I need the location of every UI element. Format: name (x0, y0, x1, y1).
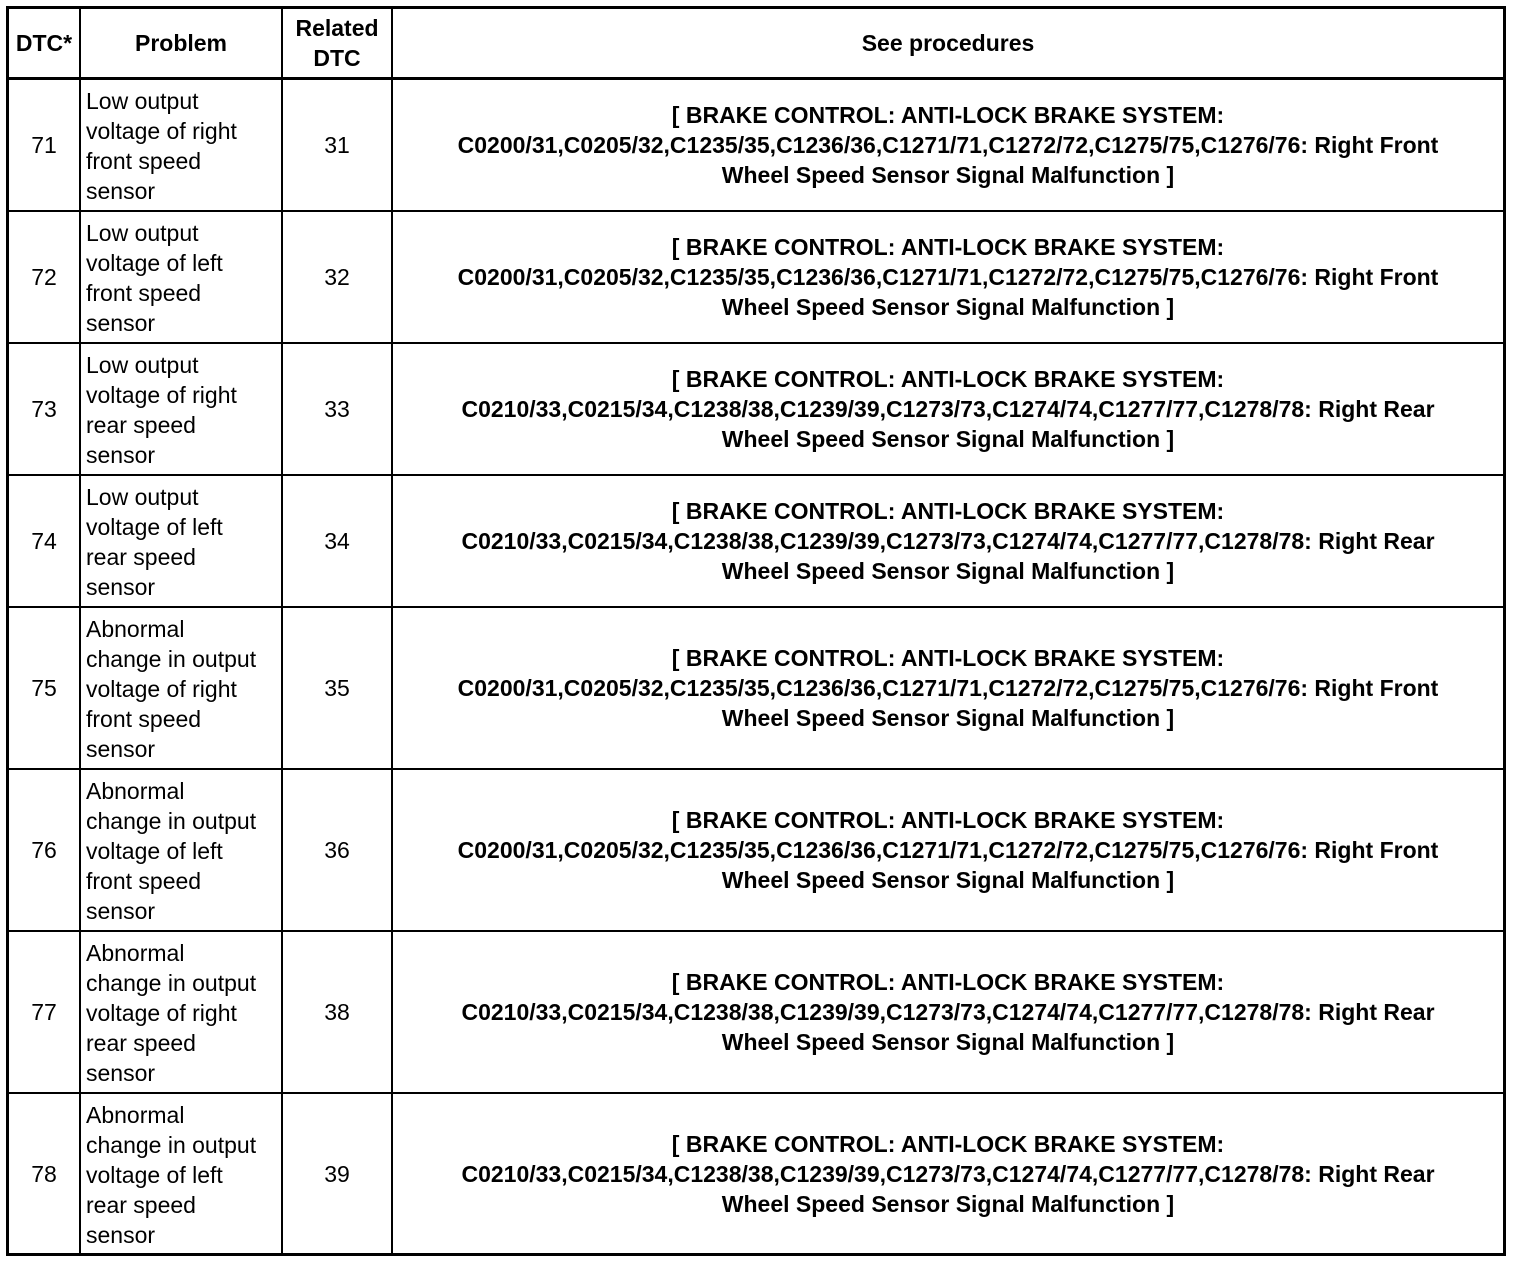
procedure-line-1: [ BRAKE CONTROL: ANTI-LOCK BRAKE SYSTEM: (671, 497, 1225, 524)
problem-cell: Low output voltage of left rear speed sensor (80, 475, 282, 607)
dtc-code-cell: 75 (9, 607, 80, 769)
dtc-code-cell: 74 (9, 475, 80, 607)
problem-cell: Abnormal change in output voltage of right rear speed sensor (80, 931, 282, 1093)
table-header-row (9, 9, 1503, 79)
problem-cell: Abnormal change in output voltage of left rear speed sensor (80, 1093, 282, 1255)
dtc-table (9, 9, 1503, 1255)
dtc-code-cell: 71 (9, 79, 80, 211)
problem-cell: Low output voltage of right rear speed sensor (80, 343, 282, 475)
procedure-line-2: C0200/31,C0205/32,C1235/35,C1236/36,C1271/71,C1272/72,C1275/75,C1276/76: Right Front (457, 836, 1439, 863)
related-dtc-cell: 33 (282, 343, 392, 475)
table-row (9, 607, 1503, 769)
table-row (9, 931, 1503, 1093)
procedure-line-1: [ BRAKE CONTROL: ANTI-LOCK BRAKE SYSTEM: (671, 101, 1225, 128)
procedure-line-3: Wheel Speed Sensor Signal Malfunction ] (721, 425, 1175, 452)
procedure-line-1: [ BRAKE CONTROL: ANTI-LOCK BRAKE SYSTEM: (671, 1131, 1225, 1157)
procedure-line-3: Wheel Speed Sensor Signal Malfunction ] (721, 557, 1175, 584)
problem-cell: Low output voltage of left front speed sensor (80, 211, 282, 343)
procedure-line-1: [ BRAKE CONTROL: ANTI-LOCK BRAKE SYSTEM: (671, 806, 1225, 833)
related-dtc-cell: 38 (282, 931, 392, 1093)
table-row (9, 769, 1503, 931)
table-row (9, 343, 1503, 475)
dtc-code-cell: 73 (9, 343, 80, 475)
problem-cell: Low output voltage of right front speed sensor (80, 79, 282, 211)
procedure-line-3: Wheel Speed Sensor Signal Malfunction ] (721, 866, 1175, 893)
table-row (9, 211, 1503, 343)
procedure-line-3: Wheel Speed Sensor Signal Malfunction ] (721, 293, 1175, 320)
procedure-link-cell[interactable] (392, 1093, 1503, 1255)
procedure-link-cell[interactable] (392, 79, 1503, 211)
header-dtc: DTC* (9, 9, 80, 79)
procedure-link-cell[interactable] (392, 475, 1503, 607)
dtc-code-cell: 72 (9, 211, 80, 343)
problem-cell: Abnormal change in output voltage of left front speed sensor (80, 769, 282, 931)
procedure-line-3: Wheel Speed Sensor Signal Malfunction ] (721, 1191, 1175, 1217)
procedure-line-2: C0210/33,C0215/34,C1238/38,C1239/39,C1273/73,C1274/74,C1277/77,C1278/78: Right Rear (461, 998, 1435, 1025)
header-see-procedures: See procedures (392, 9, 1503, 79)
related-dtc-cell: 31 (282, 79, 392, 211)
dtc-code-cell: 76 (9, 769, 80, 931)
procedure-link-cell[interactable] (392, 607, 1503, 769)
procedure-link-cell[interactable] (392, 343, 1503, 475)
procedure-line-2: C0210/33,C0215/34,C1238/38,C1239/39,C1273/73,C1274/74,C1277/77,C1278/78: Right Rear (461, 395, 1435, 422)
related-dtc-cell: 36 (282, 769, 392, 931)
related-dtc-cell: 39 (282, 1093, 392, 1255)
header-problem: Problem (80, 9, 282, 79)
table-row (9, 1093, 1503, 1255)
procedure-line-3: Wheel Speed Sensor Signal Malfunction ] (721, 161, 1175, 188)
related-dtc-cell: 35 (282, 607, 392, 769)
procedure-line-2: C0200/31,C0205/32,C1235/35,C1236/36,C1271/71,C1272/72,C1275/75,C1276/76: Right Front (457, 674, 1439, 701)
procedure-line-1: [ BRAKE CONTROL: ANTI-LOCK BRAKE SYSTEM: (671, 644, 1225, 671)
procedure-line-1: [ BRAKE CONTROL: ANTI-LOCK BRAKE SYSTEM: (671, 365, 1225, 392)
related-dtc-cell: 34 (282, 475, 392, 607)
dtc-code-cell: 77 (9, 931, 80, 1093)
dtc-table-frame (6, 6, 1506, 1256)
procedure-line-2: C0200/31,C0205/32,C1235/35,C1236/36,C1271/71,C1272/72,C1275/75,C1276/76: Right Front (457, 263, 1439, 290)
table-row (9, 475, 1503, 607)
procedure-line-2: C0210/33,C0215/34,C1238/38,C1239/39,C1273/73,C1274/74,C1277/77,C1278/78: Right Rear (461, 527, 1435, 554)
header-related-dtc: Related DTC (282, 9, 392, 79)
procedure-line-3: Wheel Speed Sensor Signal Malfunction ] (721, 704, 1175, 731)
procedure-line-2: C0210/33,C0215/34,C1238/38,C1239/39,C1273/73,C1274/74,C1277/77,C1278/78: Right Rear (461, 1161, 1435, 1187)
table-row (9, 79, 1503, 211)
procedure-line-3: Wheel Speed Sensor Signal Malfunction ] (721, 1028, 1175, 1055)
dtc-code-cell: 78 (9, 1093, 80, 1255)
procedure-link-cell[interactable] (392, 211, 1503, 343)
problem-cell: Abnormal change in output voltage of right front speed sensor (80, 607, 282, 769)
procedure-link-cell[interactable] (392, 931, 1503, 1093)
related-dtc-cell: 32 (282, 211, 392, 343)
procedure-line-1: [ BRAKE CONTROL: ANTI-LOCK BRAKE SYSTEM: (671, 968, 1225, 995)
procedure-link-cell[interactable] (392, 769, 1503, 931)
procedure-line-2: C0200/31,C0205/32,C1235/35,C1236/36,C1271/71,C1272/72,C1275/75,C1276/76: Right Front (457, 131, 1439, 158)
procedure-line-1: [ BRAKE CONTROL: ANTI-LOCK BRAKE SYSTEM: (671, 233, 1225, 260)
